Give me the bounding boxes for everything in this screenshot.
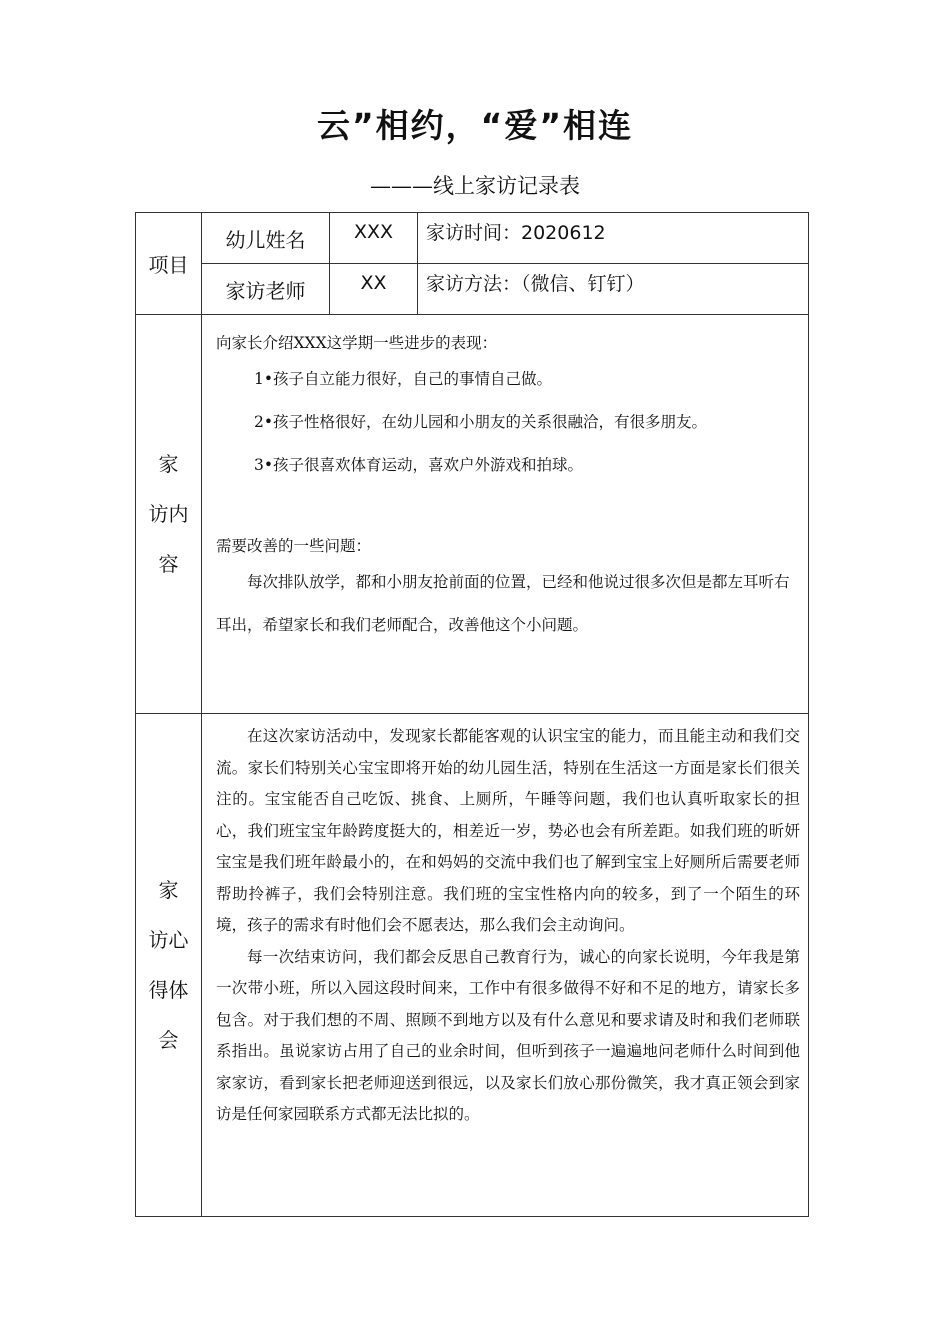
content-label-line: 访内 [148, 502, 189, 526]
content-section-body [202, 315, 809, 714]
progress-item: 3•孩子很喜欢体育运动，喜欢户外游戏和拍球。 [254, 456, 584, 474]
content-row [136, 315, 809, 714]
project-label: 项目 [136, 213, 202, 315]
reflection-section-body [202, 714, 809, 1217]
teacher-label: 家访老师 [202, 264, 330, 315]
content-section-label [136, 315, 202, 714]
reflection-label-line: 访心 [148, 928, 189, 952]
reflection-label-line: 家 [158, 878, 179, 902]
document-title: 云”相约，“爱”相连 [316, 106, 634, 145]
progress-intro: 向家长介绍XXX这学期一些进步的表现： [216, 334, 498, 352]
header-row-1 [136, 213, 809, 264]
visit-time: 家访时间：2020612 [418, 213, 809, 264]
child-name-label: 幼儿姓名 [202, 213, 330, 264]
issues-text: 每次排队放学，都和小朋友抢前面的位置，已经和他说过很多次但是都左耳听右耳出，希望家长和我们老师配合，改善他这个小问题。 [216, 573, 790, 634]
progress-item: 2•孩子性格很好，在幼儿园和小朋友的关系很融洽，有很多朋友。 [254, 413, 708, 431]
header-row-2 [136, 264, 809, 315]
content-label-line: 容 [158, 552, 179, 576]
teacher-value: XX [330, 264, 418, 315]
content-label-line: 家 [158, 452, 179, 476]
issues-heading: 需要改善的一些问题： [216, 537, 372, 555]
reflection-label-line: 会 [158, 1028, 179, 1052]
visit-method: 家访方法：（微信、钉钉） [418, 264, 809, 315]
reflection-row [136, 714, 809, 1217]
visit-record-table [135, 212, 809, 1217]
reflection-paragraph: 在这次家访活动中，发现家长都能客观的认识宝宝的能力，而且能主动和我们交流。家长们特别关心宝宝即将开始的幼儿园生活，特别在生活这一方面是家长们很关注的。宝宝能否自己吃饭、挑食、上厕所，午睡等问题，我们也认真听取家长的担心，我们班宝宝年龄跨度挺大的，相差近一岁，势必也会有所差距。如我们班的昕妍宝宝是我们班年龄最小的，在和妈妈的交流中我们也了解到宝宝上好厕所后需要老师帮助拎裤子，我们会特别注意。我们班的宝宝性格内向的较多，到了一个陌生的环境，孩子的需求有时他们会不愿表达，那么我们会主动询问。 [216, 727, 800, 934]
progress-item: 1•孩子自立能力很好，自己的事情自己做。 [254, 370, 553, 388]
document-subtitle: ———线上家访记录表 [370, 174, 580, 198]
reflection-paragraph: 每一次结束访问，我们都会反思自己教育行为，诚心的向家长说明，今年我是第一次带小班，所以入园这段时间来，工作中有很多做得不好和不足的地方，请家长多包含。对于我们想的不周、照顾不到地方以及有什么意见和要求请及时和我们老师联系指出。虽说家访占用了自己的业余时间，但听到孩子一遍遍地问老师什么时间到他家家访，看到家长把老师迎送到很远，以及家长们放心那份微笑，我才真正领会到家访是任何家园联系方式都无法比拟的。 [216, 947, 800, 1123]
reflection-label-line: 得体 [148, 978, 189, 1002]
child-name-value: XXX [330, 213, 418, 264]
reflection-section-label [136, 714, 202, 1217]
